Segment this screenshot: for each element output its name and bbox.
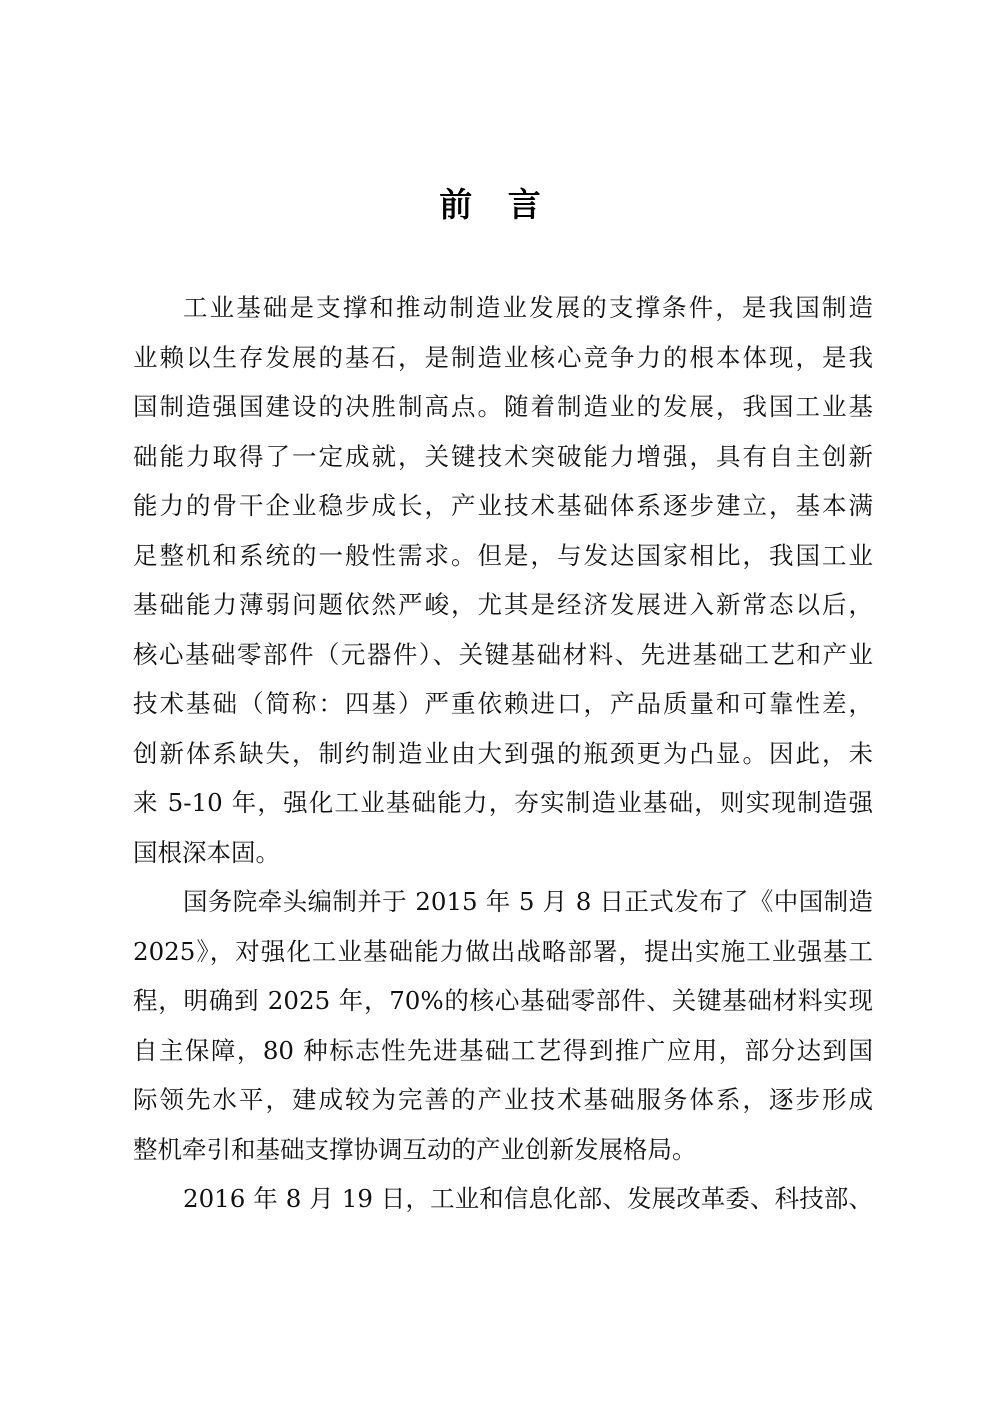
paragraph-2-line-1: 国务院牵头编制并于 2015 年 5 月 8 日正式发布了《中国制造	[183, 887, 873, 916]
paragraph-3-line-1: 2016 年 8 月 19 日，工业和信息化部、发展改革委、科技部、	[183, 1184, 873, 1213]
paragraph-1-line-4: 础能力取得了一定成就，关键技术突破能力增强，具有自主创新	[133, 441, 873, 471]
paragraph-2-line-2: 2025》，对强化工业基础能力做出战略部署，提出实施工业强基工	[133, 936, 873, 966]
paragraph-1-line-12: 国根深本固。	[133, 837, 280, 867]
paragraph-1-line-11: 来 5-10 年，强化工业基础能力，夯实制造业基础，则实现制造强	[133, 788, 873, 817]
page-title: 前 言	[439, 185, 553, 224]
paragraph-1-line-9: 技术基础（简称：四基）严重依赖进口，产品质量和可靠性差，	[133, 689, 873, 718]
paragraph-1-line-8: 核心基础零部件（元器件）、关键基础材料、先进基础工艺和产业	[133, 639, 873, 669]
paragraph-2-line-4: 自主保障，80 种标志性先进基础工艺得到推广应用，部分达到国	[133, 1035, 873, 1065]
paragraph-1-line-1: 工业基础是支撑和推动制造业发展的支撑条件，是我国制造	[183, 293, 873, 322]
paragraph-1-line-10: 创新体系缺失，制约制造业由大到强的瓶颈更为凸显。因此，未	[133, 738, 873, 768]
paragraph-1-line-7: 基础能力薄弱问题依然严峻，尤其是经济发展进入新常态以后，	[133, 590, 873, 619]
paragraph-2-line-5: 际领先水平，建成较为完善的产业技术基础服务体系，逐步形成	[133, 1085, 873, 1114]
paragraph-1-line-2: 业赖以生存发展的基石，是制造业核心竞争力的根本体现，是我	[133, 342, 873, 372]
document-body	[133, 283, 873, 1224]
paragraph-2-line-3: 程，明确到 2025 年，70%的核心基础零部件、关键基础材料实现	[133, 986, 873, 1015]
paragraph-1-line-3: 国制造强国建设的决胜制高点。随着制造业的发展，我国工业基	[133, 392, 873, 421]
paragraph-1-line-5: 能力的骨干企业稳步成长，产业技术基础体系逐步建立，基本满	[133, 491, 873, 520]
paragraph-2-line-6: 整机牵引和基础支撑协调互动的产业创新发展格局。	[133, 1134, 697, 1164]
paragraph-1-line-6: 足整机和系统的一般性需求。但是，与发达国家相比，我国工业	[133, 540, 873, 570]
